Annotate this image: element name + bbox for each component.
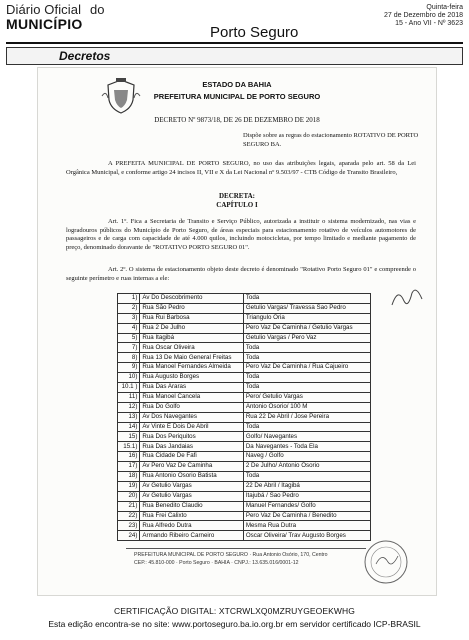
street-name: Rua Das Araras <box>140 383 243 393</box>
row-number: 9) <box>118 363 140 373</box>
table-row <box>118 412 371 422</box>
chapter-heading: CAPÍTULO I <box>216 201 258 209</box>
masthead-edition: 15 - Ano VII - Nº 3623 <box>395 20 463 27</box>
street-extent: 22 De Abril / Itagibá <box>243 481 370 491</box>
masthead-divider <box>6 42 463 44</box>
table-row <box>118 383 371 393</box>
row-number: 10.1 ) <box>118 383 140 393</box>
street-extent: Pero/ Getulio Vargas <box>243 392 370 402</box>
masthead-title-line1: Diário Oficial <box>6 2 82 17</box>
street-name: Rua Benedito Claudio <box>140 501 243 511</box>
street-extent: Naveg / Golfo <box>243 452 370 462</box>
street-extent: Pero Vaz De Caminha / Getulio Vargas <box>243 323 370 333</box>
street-name: Av Dos Navegantes <box>140 412 243 422</box>
street-extent: Toda <box>243 353 370 363</box>
row-number: 7) <box>118 343 140 353</box>
street-extent: Triangulo Oria <box>243 313 370 323</box>
table-row <box>118 491 371 501</box>
street-extent: Manuel Fernandes/ Golfo <box>243 501 370 511</box>
section-bar <box>6 47 463 65</box>
street-extent: Toda <box>243 294 370 304</box>
table-row <box>118 531 371 541</box>
row-number: 8) <box>118 353 140 363</box>
street-name: Rua Augusto Borges <box>140 373 243 383</box>
decreta-heading: DECRETA: <box>218 192 256 200</box>
row-number: 3) <box>118 313 140 323</box>
masthead-date: 27 de Dezembro de 2018 <box>384 12 463 19</box>
table-row <box>118 353 371 363</box>
street-extent: Toda <box>243 383 370 393</box>
row-number: 22) <box>118 511 140 521</box>
street-name: Av Pero Vaz De Caminha <box>140 462 243 472</box>
scanned-document-page <box>38 68 436 595</box>
decree-preamble: A PREFEITA MUNICIPAL DE PORTO SEGURO, no uso das atribuições legais, aparada pelo art. 58 da Lei Orgânica Municipal, e conforme artigo 24 incisos II, VII e X da Lei Nacional nº 9.503/97 - CTB Código de Transito Brasileiro, <box>66 160 416 176</box>
street-extent: Mesma Rua Dutra <box>243 521 370 531</box>
article-2: Art. 2º. O sistema de estacionamento objeto deste decreto é denominado "Rotativo Porto Seguro 01" e compreende o seguinte perímetro e ruas internas a ele: <box>66 266 416 282</box>
row-number: 15.1) <box>118 442 140 452</box>
street-name: Rua Manoel Fernandes Almeida <box>140 363 243 373</box>
table-row <box>118 392 371 402</box>
street-extent: Getulio Vargas / Pero Vaz <box>243 333 370 343</box>
table-row <box>118 343 371 353</box>
masthead-city: Porto Seguro <box>210 24 299 41</box>
masthead-title-de: do <box>90 2 105 17</box>
table-row <box>118 294 371 304</box>
row-number: 20) <box>118 491 140 501</box>
street-name: Av Vinte E Dois De Abril <box>140 422 243 432</box>
street-extent: Toda <box>243 422 370 432</box>
row-number: 11) <box>118 392 140 402</box>
street-name: Av Do Descobrimento <box>140 294 243 304</box>
street-name: Rua 2 De Julho <box>140 323 243 333</box>
row-number: 14) <box>118 422 140 432</box>
table-row <box>118 422 371 432</box>
row-number: 2) <box>118 303 140 313</box>
street-extent: Getulio Vargas/ Travessa Sao Pedro <box>243 303 370 313</box>
table-row <box>118 373 371 383</box>
street-name: Rua Do Golfo <box>140 402 243 412</box>
row-number: 18) <box>118 472 140 482</box>
street-name: Rua Manoel Cancela <box>140 392 243 402</box>
table-row <box>118 363 371 373</box>
row-number: 16) <box>118 452 140 462</box>
street-name: Rua Rui Barbosa <box>140 313 243 323</box>
row-number: 12) <box>118 402 140 412</box>
section-label: Decretos <box>59 49 111 63</box>
street-extent: Antonio Osorio/ 100 M <box>243 402 370 412</box>
street-extent: Toda <box>243 373 370 383</box>
row-number: 17) <box>118 462 140 472</box>
street-name: Rua Das Jandaias <box>140 442 243 452</box>
document-footer-line1: PREFEITURA MUNICIPAL DE PORTO SEGURO · Rua Antonio Osório, 170, Centro <box>134 552 328 558</box>
digital-certification: CERTIFICAÇÃO DIGITAL: XTCRWLXQ0MZRUYGEOEKWHG <box>113 606 355 616</box>
street-extent: Golfo/ Navegantes <box>243 432 370 442</box>
masthead-weekday: Quinta-feira <box>426 4 463 11</box>
street-name: Rua Alfredo Dutra <box>140 521 243 531</box>
street-name: Rua Cidade De Fafi <box>140 452 243 462</box>
table-row <box>118 511 371 521</box>
document-footer-divider <box>126 548 366 549</box>
row-number: 15) <box>118 432 140 442</box>
table-row <box>118 442 371 452</box>
row-number: 5) <box>118 333 140 343</box>
street-name: Rua Oscar Oliveira <box>140 343 243 353</box>
table-row <box>118 402 371 412</box>
document-office: PREFEITURA MUNICIPAL DE PORTO SEGURO <box>153 92 321 101</box>
street-extent: Da Navegantes - Toda Ela <box>243 442 370 452</box>
row-number: 19) <box>118 481 140 491</box>
row-number: 13) <box>118 412 140 422</box>
row-number: 1) <box>118 294 140 304</box>
street-extent: Pero Vaz De Caminha / Rua Cajueiro <box>243 363 370 373</box>
street-name: Rua São Pedro <box>140 303 243 313</box>
street-extent: Rua 22 De Abril / Jose Pereira <box>243 412 370 422</box>
street-name: Rua Itagibá <box>140 333 243 343</box>
street-extent: Itajubá / Sao Pedro <box>243 491 370 501</box>
table-row <box>118 462 371 472</box>
document-footer-line2: CEP.: 45.810-000 · Porto Seguro · BAHIA · CNPJ.: 13.635.016/0001-12 <box>134 560 299 566</box>
street-name: Armando Ribeiro Carneiro <box>140 531 243 541</box>
stamp-icon <box>362 538 410 586</box>
signature-icon <box>388 283 428 313</box>
table-row <box>118 313 371 323</box>
street-extent: Pero Vaz De Caminha / Benedito <box>243 511 370 521</box>
streets-table <box>117 293 371 541</box>
table-row <box>118 323 371 333</box>
document-state: ESTADO DA BAHIA <box>202 80 272 89</box>
street-name: Rua Frei Calixto <box>140 511 243 521</box>
street-extent: Toda <box>243 472 370 482</box>
street-name: Rua Antonio Osorio Batista <box>140 472 243 482</box>
masthead <box>0 0 469 44</box>
masthead-title-line2: MUNICÍPIO <box>6 16 83 32</box>
row-number: 10) <box>118 373 140 383</box>
table-row <box>118 432 371 442</box>
row-number: 24) <box>118 531 140 541</box>
street-name: Av Getulio Vargas <box>140 481 243 491</box>
table-row <box>118 501 371 511</box>
availability-notice: Esta edição encontra-se no site: www.portoseguro.ba.io.org.br em servidor certificado ICP-BRASIL <box>48 619 421 629</box>
table-row <box>118 472 371 482</box>
street-extent: Oscar Oliveira/ Trav Augusto Borges <box>243 531 370 541</box>
street-extent: 2 De Julho/ Antonio Osorio <box>243 462 370 472</box>
street-name: Rua Dos Periquitos <box>140 432 243 442</box>
street-name: Av Getulio Vargas <box>140 491 243 501</box>
row-number: 21) <box>118 501 140 511</box>
article-1: Art. 1º. Fica a Secretaria de Transito e Serviço Público, autorizada a instituir o sistema modernizado, nas vias e logradouros públicos do Município de Porto Seguro, de áreas especiais para estacionamento rotativo de veículos automotores de passageiros e de carga com capacidade de até 4.000 quilos, incluindo motocicletas, por tempo limitado e mediante pagamento de preço, denominado doravante de "ROTATIVO PORTO SEGURO 01". <box>66 218 416 251</box>
row-number: 4) <box>118 323 140 333</box>
row-number: 23) <box>118 521 140 531</box>
table-row <box>118 481 371 491</box>
table-row <box>118 521 371 531</box>
street-name: Rua 13 De Maio General Freitas <box>140 353 243 363</box>
masthead-issue-info <box>333 4 463 28</box>
table-row <box>118 452 371 462</box>
decree-number: DECRETO Nº 9873/18, DE 26 DE DEZEMBRO DE 2018 <box>154 116 320 124</box>
decree-summary: Dispõe sobre as regras do estacionamento ROTATIVO DE PORTO SEGURO BA. <box>243 132 419 148</box>
table-row <box>118 303 371 313</box>
table-row <box>118 333 371 343</box>
street-extent: Toda <box>243 343 370 353</box>
